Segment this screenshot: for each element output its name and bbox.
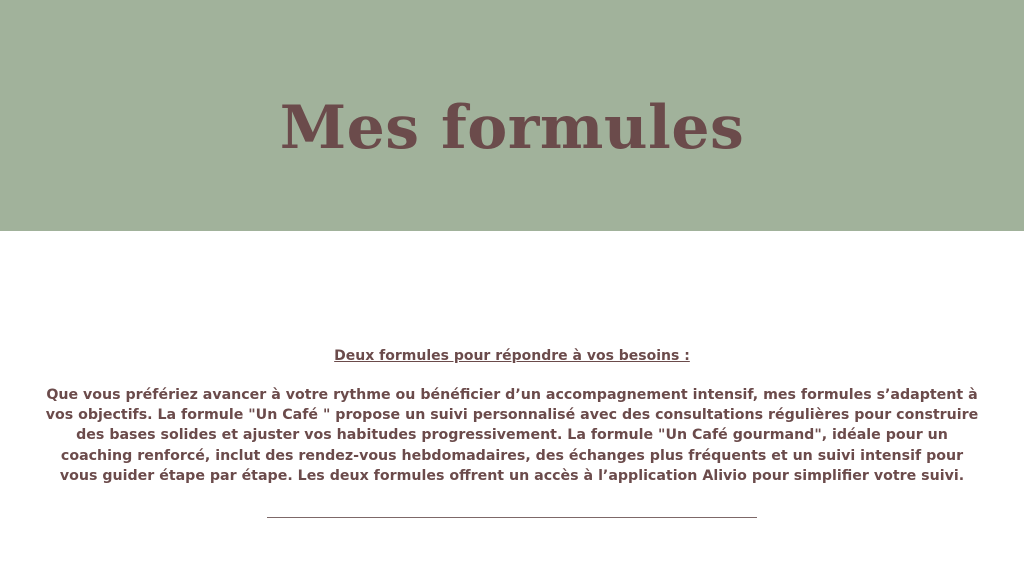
divider [267,517,757,518]
hero-banner [0,0,1024,231]
content-section [0,345,1024,486]
section-subtitle: Deux formules pour répondre à vos besoins : [334,348,690,364]
page-title: Mes formules [279,93,745,163]
description-paragraph: Que vous préfériez avancer à votre rythme ou bénéficier d’un accompagnement intensif, mes formules s’adaptent à vos objectifs. La formule "Un Café " propose un suivi personnalisé avec des consultations régulières pour construire des bases solides et ajuster vos habitudes progressivement. La formule "Un Café gourmand", idéale pour un coaching renforcé, inclut des rendez-vous hebdomadaires, des échanges plus fréquents et un suivi intensif pour vous guider étape par étape. Les deux formules offrent un accès à l’application Alivio pour simplifier votre suivi. [45,387,979,484]
